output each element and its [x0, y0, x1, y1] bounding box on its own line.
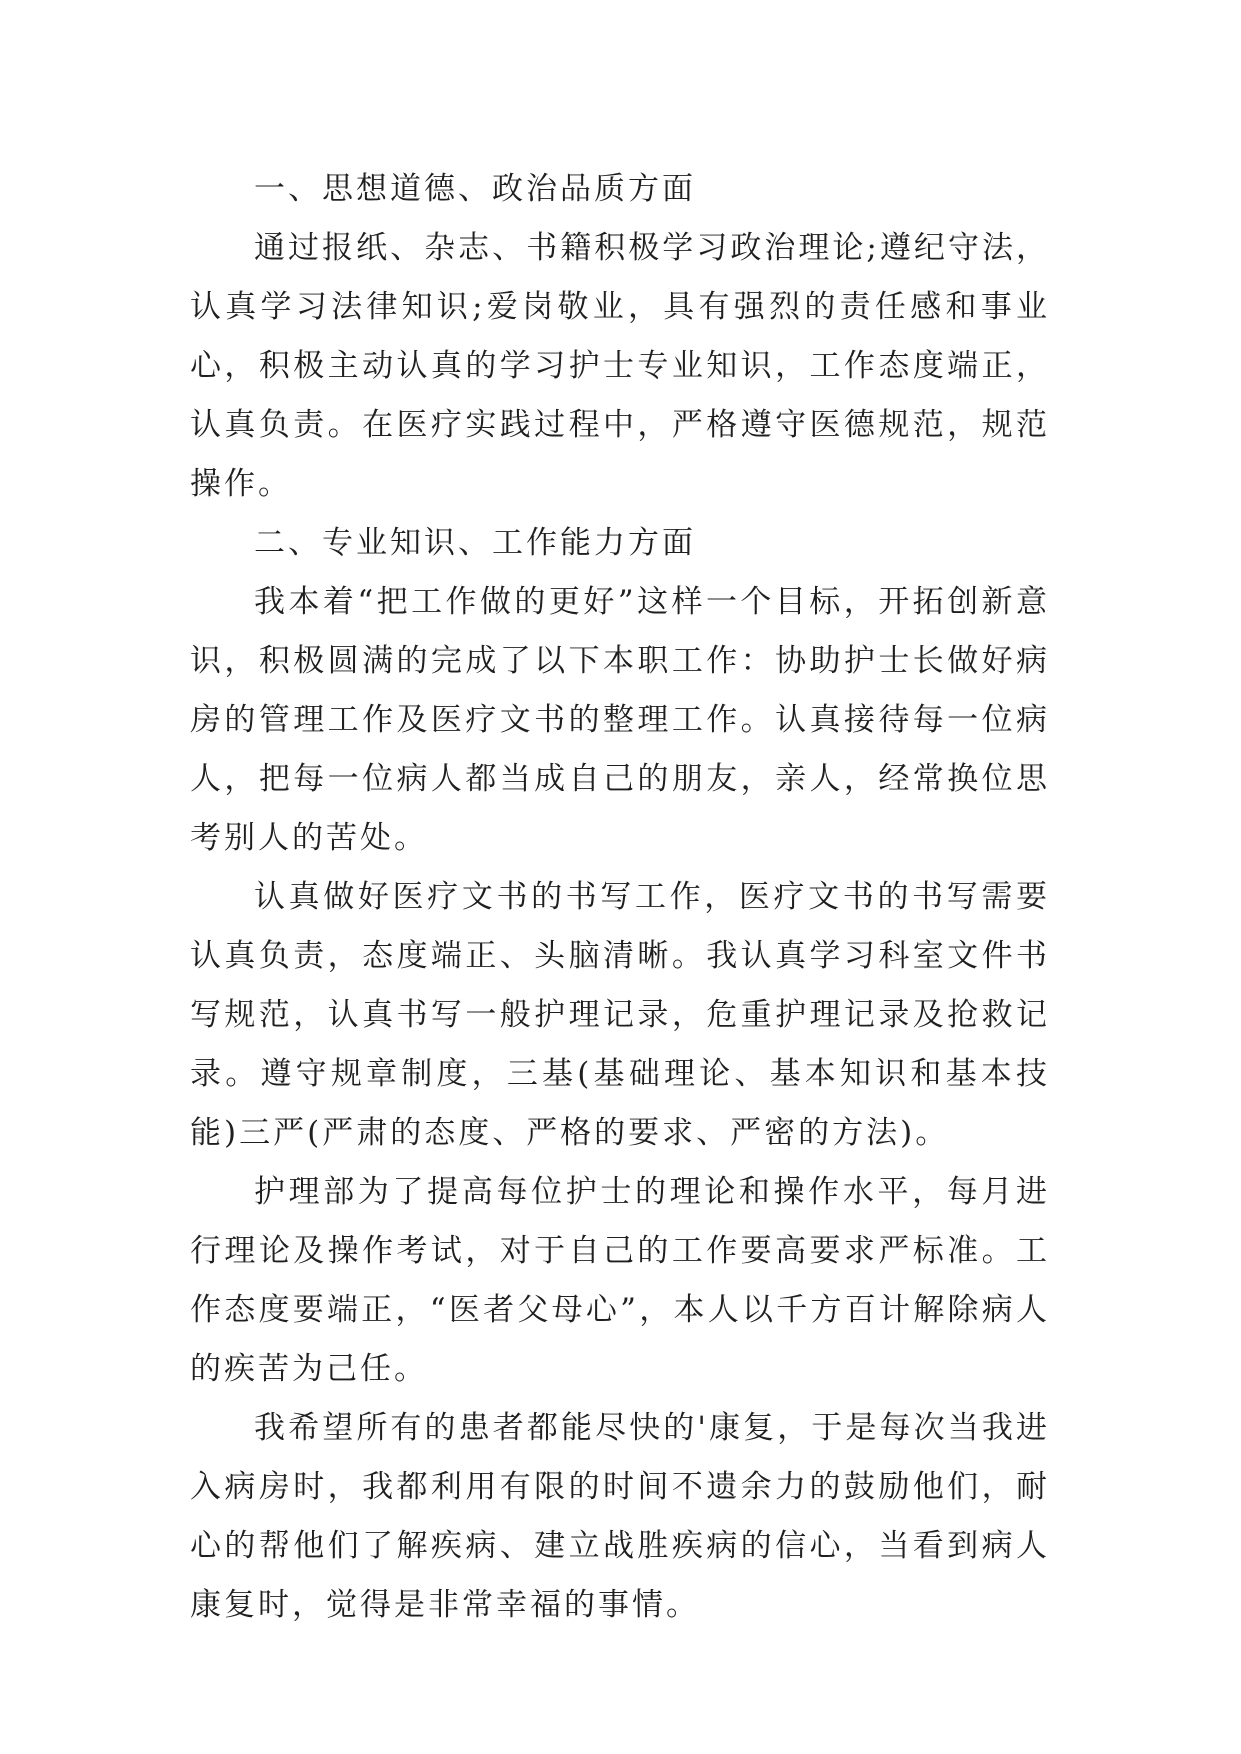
- paragraph-training: 护理部为了提高每位护士的理论和操作水平，每月进行理论及操作考试，对于自己的工作要高要求严标准。工作态度要端正，“医者父母心”，本人以千方百计解除病人的疾苦为己任。: [190, 1174, 1050, 1387]
- document-body: [190, 160, 1050, 1635]
- paragraph-medical-documents: 认真做好医疗文书的书写工作，医疗文书的书写需要认真负责，态度端正、头脑清晰。我认真学习科室文件书写规范，认真书写一般护理记录，危重护理记录及抢救记录。遵守规章制度，三基(基础理论、基本知识和基本技能)三严(严肃的态度、严格的要求、严密的方法)。: [190, 879, 1050, 1151]
- section-heading-ideology: 一、思想道德、政治品质方面: [254, 171, 696, 207]
- paragraph-work-goal: 我本着“把工作做的更好”这样一个目标，开拓创新意识，积极圆满的完成了以下本职工作：协助护士长做好病房的管理工作及医疗文书的整理工作。认真接待每一位病人，把每一位病人都当成自己的朋友，亲人，经常换位思考别人的苦处。: [190, 584, 1050, 856]
- paragraph-ideology: 通过报纸、杂志、书籍积极学习政治理论;遵纪守法，认真学习法律知识;爱岗敬业，具有强烈的责任感和事业心，积极主动认真的学习护士专业知识，工作态度端正，认真负责。在医疗实践过程中，严格遵守医德规范，规范操作。: [190, 230, 1050, 502]
- section-heading-professional: 二、专业知识、工作能力方面: [254, 525, 696, 561]
- paragraph-patient-care: 我希望所有的患者都能尽快的'康复，于是每次当我进入病房时，我都利用有限的时间不遗余力的鼓励他们，耐心的帮他们了解疾病、建立战胜疾病的信心，当看到病人康复时，觉得是非常幸福的事情。: [190, 1410, 1050, 1623]
